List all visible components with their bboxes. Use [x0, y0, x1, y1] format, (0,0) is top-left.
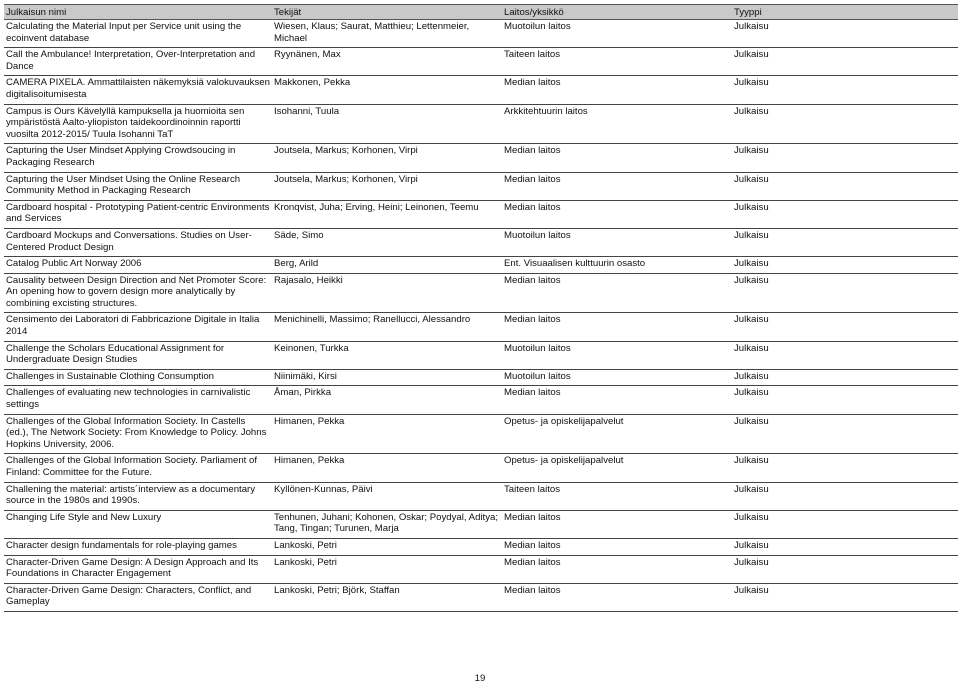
cell-type: Julkaisu [732, 48, 958, 76]
cell-unit: Median laitos [502, 313, 732, 341]
cell-unit: Muotoilun laitos [502, 369, 732, 386]
cell-title: Causality between Design Direction and Net Promoter Score: An opening how to govern design more analytically by combining excisting structures. [4, 273, 272, 313]
cell-authors: Makkonen, Pekka [272, 76, 502, 104]
cell-unit: Opetus- ja opiskelijapalvelut [502, 454, 732, 482]
cell-title: Capturing the User Mindset Applying Crowdsoucing in Packaging Research [4, 144, 272, 172]
cell-unit: Arkkitehtuurin laitos [502, 104, 732, 144]
cell-type: Julkaisu [732, 313, 958, 341]
cell-type: Julkaisu [732, 104, 958, 144]
cell-authors: Isohanni, Tuula [272, 104, 502, 144]
header-title: Julkaisun nimi [4, 5, 272, 20]
cell-authors: Ryynänen, Max [272, 48, 502, 76]
table-row [4, 341, 958, 369]
page-number: 19 [474, 673, 486, 684]
cell-unit: Opetus- ja opiskelijapalvelut [502, 414, 732, 454]
cell-authors: Niinimäki, Kirsi [272, 369, 502, 386]
cell-type: Julkaisu [732, 482, 958, 510]
cell-unit: Taiteen laitos [502, 482, 732, 510]
cell-type: Julkaisu [732, 273, 958, 313]
cell-title: Challenges in Sustainable Clothing Consumption [4, 369, 272, 386]
cell-authors: Himanen, Pekka [272, 414, 502, 454]
cell-type: Julkaisu [732, 144, 958, 172]
cell-title: Character design fundamentals for role-playing games [4, 538, 272, 555]
cell-type: Julkaisu [732, 414, 958, 454]
cell-type: Julkaisu [732, 538, 958, 555]
publications-table [4, 4, 958, 612]
cell-authors: Wiesen, Klaus; Saurat, Matthieu; Lettenmeier, Michael [272, 20, 502, 48]
table-row [4, 538, 958, 555]
cell-unit: Median laitos [502, 200, 732, 228]
cell-authors: Menichinelli, Massimo; Ranellucci, Alessandro [272, 313, 502, 341]
cell-authors: Kyllönen-Kunnas, Päivi [272, 482, 502, 510]
cell-title: Challenges of the Global Information Society. In Castells (ed.), The Network Society: From Knowledge to Policy. Johns Hopkins University, 2006. [4, 414, 272, 454]
cell-type: Julkaisu [732, 510, 958, 538]
cell-authors: Lankoski, Petri; Björk, Staffan [272, 583, 502, 611]
cell-title: Catalog Public Art Norway 2006 [4, 257, 272, 274]
cell-unit: Median laitos [502, 538, 732, 555]
cell-type: Julkaisu [732, 200, 958, 228]
table-row [4, 313, 958, 341]
table-row [4, 555, 958, 583]
cell-authors: Rajasalo, Heikki [272, 273, 502, 313]
table-row [4, 454, 958, 482]
cell-title: Challenge the Scholars Educational Assignment for Undergraduate Design Studies [4, 341, 272, 369]
cell-type: Julkaisu [732, 341, 958, 369]
cell-type: Julkaisu [732, 76, 958, 104]
cell-title: Calculating the Material Input per Service unit using the ecoinvent database [4, 20, 272, 48]
cell-title: Challening the material: artists´interview as a documentary source in the 1980s and 1990s. [4, 482, 272, 510]
header-unit: Laitos/yksikkö [502, 5, 732, 20]
header-authors: Tekijät [272, 5, 502, 20]
cell-unit: Muotoilun laitos [502, 341, 732, 369]
cell-authors: Säde, Simo [272, 228, 502, 256]
cell-type: Julkaisu [732, 172, 958, 200]
cell-unit: Muotoilun laitos [502, 20, 732, 48]
cell-type: Julkaisu [732, 583, 958, 611]
table-row [4, 583, 958, 611]
table-row [4, 482, 958, 510]
table-row [4, 228, 958, 256]
table-row [4, 48, 958, 76]
cell-title: Character-Driven Game Design: A Design Approach and Its Foundations in Character Engagement [4, 555, 272, 583]
cell-unit: Median laitos [502, 172, 732, 200]
document-page [4, 4, 958, 612]
cell-title: Challenges of evaluating new technologies in carnivalistic settings [4, 386, 272, 414]
cell-type: Julkaisu [732, 20, 958, 48]
table-row [4, 76, 958, 104]
cell-authors: Berg, Arild [272, 257, 502, 274]
table-row [4, 144, 958, 172]
table-row [4, 414, 958, 454]
cell-unit: Taiteen laitos [502, 48, 732, 76]
cell-unit: Median laitos [502, 273, 732, 313]
cell-unit: Median laitos [502, 144, 732, 172]
table-row [4, 273, 958, 313]
table-row [4, 257, 958, 274]
cell-title: Call the Ambulance! Interpretation, Over-Interpretation and Dance [4, 48, 272, 76]
cell-authors: Lankoski, Petri [272, 538, 502, 555]
table-row [4, 510, 958, 538]
cell-title: Cardboard Mockups and Conversations. Studies on User-Centered Product Design [4, 228, 272, 256]
table-row [4, 104, 958, 144]
table-row [4, 20, 958, 48]
cell-type: Julkaisu [732, 454, 958, 482]
table-row [4, 200, 958, 228]
cell-authors: Joutsela, Markus; Korhonen, Virpi [272, 172, 502, 200]
cell-authors: Tenhunen, Juhani; Kohonen, Oskar; Poydyal, Aditya; Tang, Tingan; Turunen, Marja [272, 510, 502, 538]
cell-unit: Median laitos [502, 76, 732, 104]
cell-title: Capturing the User Mindset Using the Online Research Community Method in Packaging Research [4, 172, 272, 200]
header-type: Tyyppi [732, 5, 958, 20]
cell-type: Julkaisu [732, 369, 958, 386]
table-header-row [4, 5, 958, 20]
cell-title: Changing Life Style and New Luxury [4, 510, 272, 538]
cell-title: Character-Driven Game Design: Characters, Conflict, and Gameplay [4, 583, 272, 611]
cell-title: CAMERA PIXELA. Ammattilaisten näkemyksiä valokuvauksen digitalisoitumisesta [4, 76, 272, 104]
table-row [4, 386, 958, 414]
cell-unit: Ent. Visuaalisen kulttuurin osasto [502, 257, 732, 274]
cell-unit: Median laitos [502, 510, 732, 538]
cell-title: Cardboard hospital - Prototyping Patient-centric Environments and Services [4, 200, 272, 228]
cell-unit: Median laitos [502, 583, 732, 611]
cell-authors: Keinonen, Turkka [272, 341, 502, 369]
cell-unit: Median laitos [502, 555, 732, 583]
cell-type: Julkaisu [732, 386, 958, 414]
cell-authors: Kronqvist, Juha; Erving, Heini; Leinonen, Teemu [272, 200, 502, 228]
cell-title: Challenges of the Global Information Society. Parliament of Finland: Committee for the Future. [4, 454, 272, 482]
cell-title: Censimento dei Laboratori di Fabbricazione Digitale in Italia 2014 [4, 313, 272, 341]
table-row [4, 369, 958, 386]
cell-authors: Åman, Pirkka [272, 386, 502, 414]
cell-unit: Muotoilun laitos [502, 228, 732, 256]
cell-type: Julkaisu [732, 555, 958, 583]
table-row [4, 172, 958, 200]
cell-type: Julkaisu [732, 257, 958, 274]
cell-unit: Median laitos [502, 386, 732, 414]
cell-authors: Joutsela, Markus; Korhonen, Virpi [272, 144, 502, 172]
cell-authors: Himanen, Pekka [272, 454, 502, 482]
cell-type: Julkaisu [732, 228, 958, 256]
cell-title: Campus is Ours Kävelyllä kampuksella ja huomioita sen ympäristöstä Aalto-yliopiston taidekoordinoinnin raportti vuosilta 2012-2015/ Tuula Isohanni TaT [4, 104, 272, 144]
cell-authors: Lankoski, Petri [272, 555, 502, 583]
